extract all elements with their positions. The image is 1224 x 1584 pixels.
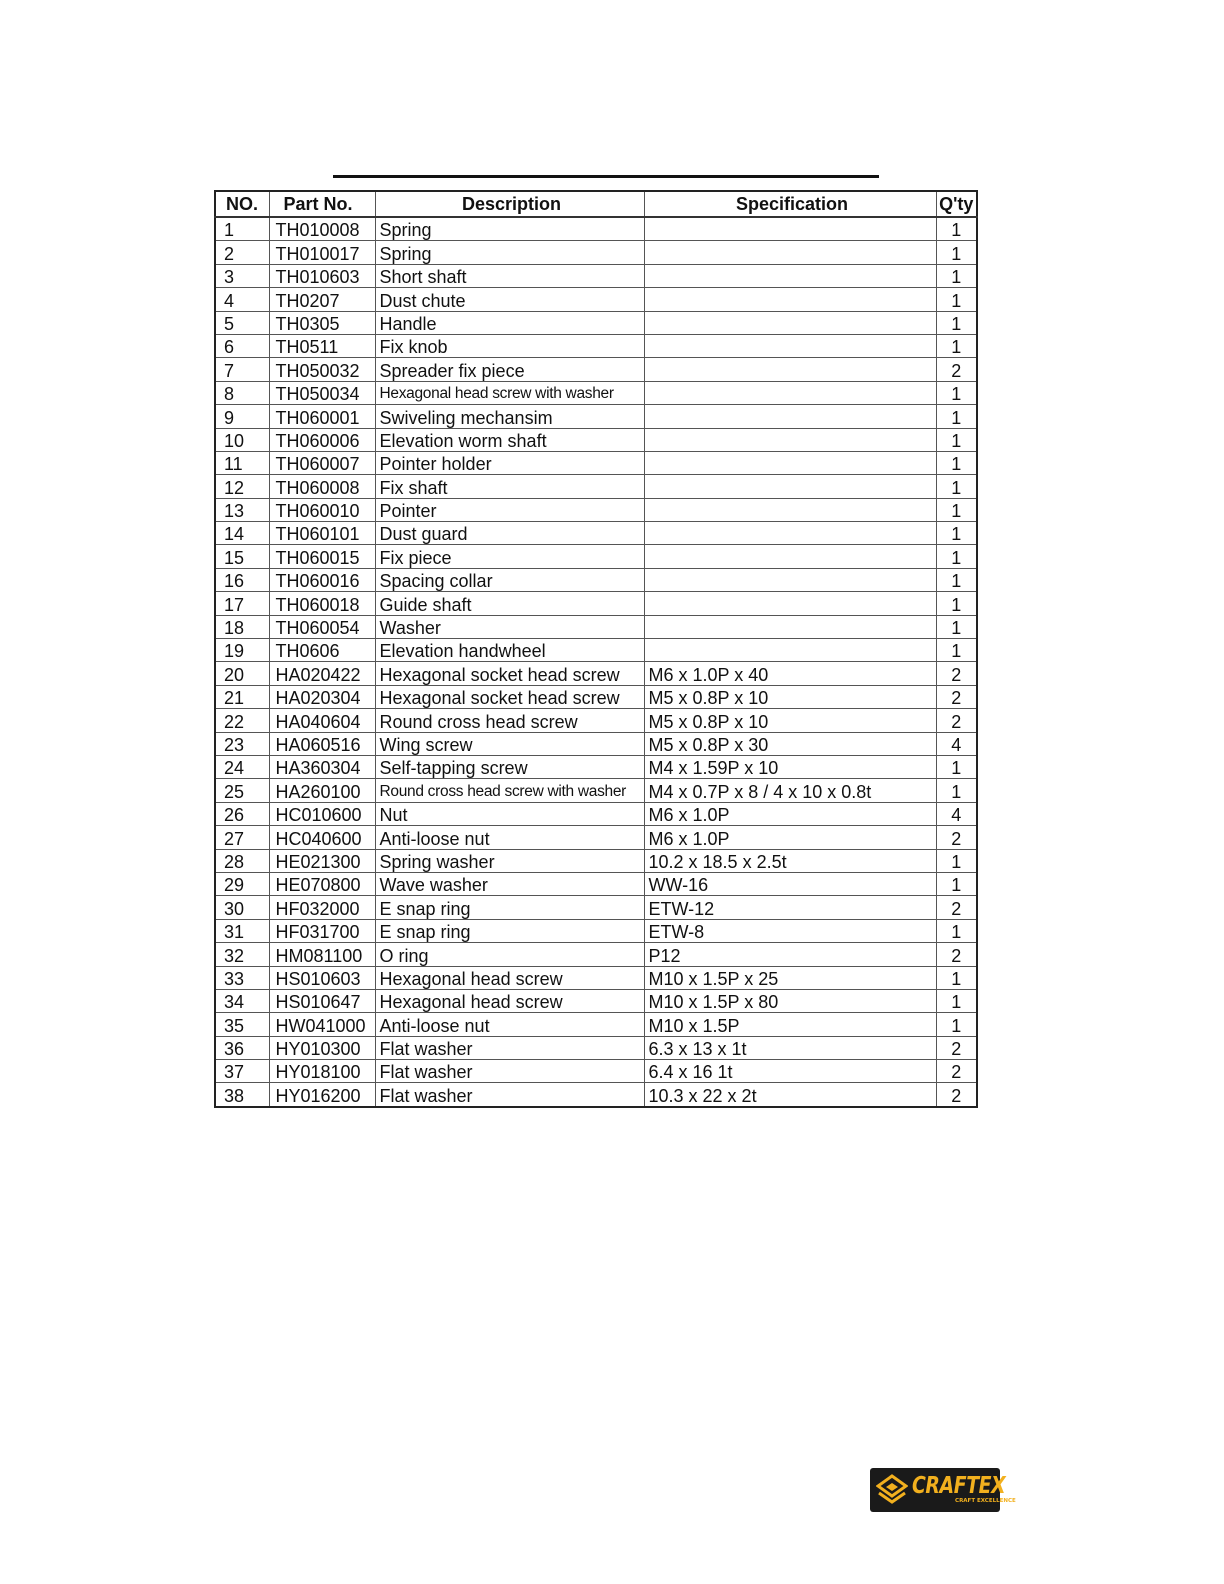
cell-part-no: HS010647	[269, 989, 375, 1012]
table-row	[215, 662, 977, 685]
cell-qty: 1	[936, 381, 977, 404]
cell-no: 29	[215, 872, 269, 895]
cell-qty: 1	[936, 755, 977, 778]
cell-no: 37	[215, 1060, 269, 1083]
table-row	[215, 685, 977, 708]
cell-description: E snap ring	[375, 896, 644, 919]
cell-specification	[644, 615, 936, 638]
cell-qty: 1	[936, 592, 977, 615]
table-row	[215, 522, 977, 545]
table-row	[215, 826, 977, 849]
cell-no: 28	[215, 849, 269, 872]
cell-qty: 1	[936, 334, 977, 357]
cell-specification	[644, 545, 936, 568]
cell-qty: 1	[936, 498, 977, 521]
cell-part-no: TH060008	[269, 475, 375, 498]
cell-specification	[644, 522, 936, 545]
table-row	[215, 264, 977, 287]
cell-qty: 2	[936, 1060, 977, 1083]
cell-specification: 10.2 x 18.5 x 2.5t	[644, 849, 936, 872]
cell-description: E snap ring	[375, 919, 644, 942]
table-row	[215, 943, 977, 966]
cell-no: 9	[215, 405, 269, 428]
table-header-row	[215, 191, 977, 217]
title-rule	[333, 175, 879, 178]
cell-no: 34	[215, 989, 269, 1012]
cell-qty: 2	[936, 685, 977, 708]
cell-no: 11	[215, 451, 269, 474]
cell-no: 22	[215, 709, 269, 732]
table-row	[215, 475, 977, 498]
table-row	[215, 872, 977, 895]
cell-description: Swiveling mechansim	[375, 405, 644, 428]
table-row	[215, 288, 977, 311]
cell-qty: 1	[936, 872, 977, 895]
cell-no: 36	[215, 1036, 269, 1059]
cell-no: 6	[215, 334, 269, 357]
cell-part-no: HM081100	[269, 943, 375, 966]
cell-no: 17	[215, 592, 269, 615]
table-row	[215, 615, 977, 638]
cell-no: 19	[215, 639, 269, 662]
cell-description: Wing screw	[375, 732, 644, 755]
cell-part-no: HC010600	[269, 802, 375, 825]
cell-no: 16	[215, 568, 269, 591]
cell-specification	[644, 334, 936, 357]
cell-part-no: TH050034	[269, 381, 375, 404]
table-row	[215, 755, 977, 778]
cell-description: Fix knob	[375, 334, 644, 357]
cell-no: 10	[215, 428, 269, 451]
cell-qty: 4	[936, 732, 977, 755]
table-row	[215, 334, 977, 357]
table-row	[215, 732, 977, 755]
cell-specification: M6 x 1.0P x 40	[644, 662, 936, 685]
cell-part-no: TH060007	[269, 451, 375, 474]
header-description: Description	[375, 191, 644, 217]
cell-qty: 2	[936, 943, 977, 966]
cell-specification	[644, 475, 936, 498]
cell-specification: P12	[644, 943, 936, 966]
cell-specification: ETW-8	[644, 919, 936, 942]
cell-qty: 1	[936, 849, 977, 872]
logo-tagline: CRAFT EXCELLENCE	[955, 1498, 1016, 1505]
cell-qty: 1	[936, 966, 977, 989]
cell-qty: 1	[936, 217, 977, 241]
cell-qty: 1	[936, 522, 977, 545]
cell-specification	[644, 428, 936, 451]
cell-part-no: TH010008	[269, 217, 375, 241]
table-row	[215, 779, 977, 802]
cell-description: Flat washer	[375, 1083, 644, 1107]
cell-part-no: TH0511	[269, 334, 375, 357]
cell-specification: ETW-12	[644, 896, 936, 919]
cell-no: 13	[215, 498, 269, 521]
cell-no: 26	[215, 802, 269, 825]
table-row	[215, 849, 977, 872]
cell-description: Pointer	[375, 498, 644, 521]
cell-qty: 1	[936, 311, 977, 334]
cell-specification: M4 x 1.59P x 10	[644, 755, 936, 778]
craftex-logo	[870, 1468, 1016, 1512]
table-row	[215, 381, 977, 404]
cell-description: Hexagonal head screw with washer	[375, 381, 644, 404]
cell-specification: M6 x 1.0P	[644, 826, 936, 849]
cell-part-no: HS010603	[269, 966, 375, 989]
cell-qty: 1	[936, 779, 977, 802]
cell-description: Anti-loose nut	[375, 1013, 644, 1036]
cell-description: Guide shaft	[375, 592, 644, 615]
table-row	[215, 545, 977, 568]
cell-part-no: HA060516	[269, 732, 375, 755]
cell-no: 3	[215, 264, 269, 287]
cell-no: 12	[215, 475, 269, 498]
cell-description: Pointer holder	[375, 451, 644, 474]
cell-part-no: HE021300	[269, 849, 375, 872]
cell-part-no: HY018100	[269, 1060, 375, 1083]
cell-part-no: HA040604	[269, 709, 375, 732]
cell-no: 31	[215, 919, 269, 942]
table-row	[215, 966, 977, 989]
cell-part-no: TH050032	[269, 358, 375, 381]
cell-specification	[644, 498, 936, 521]
cell-specification	[644, 288, 936, 311]
cell-qty: 2	[936, 1083, 977, 1107]
cell-no: 35	[215, 1013, 269, 1036]
table-row	[215, 802, 977, 825]
cell-specification: WW-16	[644, 872, 936, 895]
cell-qty: 1	[936, 428, 977, 451]
cell-qty: 1	[936, 568, 977, 591]
table-row	[215, 639, 977, 662]
cell-specification	[644, 568, 936, 591]
cell-qty: 2	[936, 896, 977, 919]
header-no: NO.	[215, 191, 269, 217]
cell-qty: 2	[936, 358, 977, 381]
cell-part-no: HA020304	[269, 685, 375, 708]
cell-qty: 1	[936, 405, 977, 428]
cell-description: Spacing collar	[375, 568, 644, 591]
cell-specification	[644, 264, 936, 287]
parts-list-table	[214, 190, 978, 1108]
cell-qty: 1	[936, 264, 977, 287]
parts-table-body	[215, 217, 977, 1107]
cell-qty: 1	[936, 989, 977, 1012]
cell-qty: 1	[936, 475, 977, 498]
cell-specification: M5 x 0.8P x 10	[644, 709, 936, 732]
cell-part-no: HY010300	[269, 1036, 375, 1059]
cell-specification: M5 x 0.8P x 30	[644, 732, 936, 755]
cell-description: Washer	[375, 615, 644, 638]
cell-part-no: TH0207	[269, 288, 375, 311]
table-row	[215, 1083, 977, 1107]
table-row	[215, 1036, 977, 1059]
cell-part-no: TH060010	[269, 498, 375, 521]
header-qty: Q'ty	[936, 191, 977, 217]
cell-description: Elevation handwheel	[375, 639, 644, 662]
cell-part-no: TH060001	[269, 405, 375, 428]
cell-no: 20	[215, 662, 269, 685]
cell-qty: 1	[936, 451, 977, 474]
cell-description: Spring	[375, 241, 644, 264]
cell-description: Spreader fix piece	[375, 358, 644, 381]
cell-no: 15	[215, 545, 269, 568]
cell-part-no: HC040600	[269, 826, 375, 849]
table-row	[215, 358, 977, 381]
cell-specification	[644, 358, 936, 381]
cell-specification: M10 x 1.5P	[644, 1013, 936, 1036]
table-row	[215, 919, 977, 942]
cell-no: 7	[215, 358, 269, 381]
cell-description: Hexagonal socket head screw	[375, 662, 644, 685]
cell-description: Flat washer	[375, 1060, 644, 1083]
cell-specification	[644, 381, 936, 404]
cell-description: Hexagonal head screw	[375, 989, 644, 1012]
cell-qty: 2	[936, 826, 977, 849]
cell-no: 2	[215, 241, 269, 264]
logo-text	[912, 1475, 1026, 1505]
cell-part-no: TH060006	[269, 428, 375, 451]
cell-description: Hexagonal head screw	[375, 966, 644, 989]
table-row	[215, 405, 977, 428]
cell-no: 30	[215, 896, 269, 919]
cell-specification: M10 x 1.5P x 80	[644, 989, 936, 1012]
cell-description: Spring	[375, 217, 644, 241]
cell-qty: 1	[936, 288, 977, 311]
cell-part-no: TH0305	[269, 311, 375, 334]
cell-description: Nut	[375, 802, 644, 825]
cell-qty: 1	[936, 615, 977, 638]
cell-no: 33	[215, 966, 269, 989]
cell-description: Round cross head screw with washer	[375, 779, 644, 802]
cell-no: 4	[215, 288, 269, 311]
cell-part-no: HF032000	[269, 896, 375, 919]
cell-qty: 1	[936, 545, 977, 568]
cell-specification	[644, 311, 936, 334]
table-row	[215, 498, 977, 521]
cell-specification	[644, 451, 936, 474]
cell-no: 14	[215, 522, 269, 545]
cell-qty: 1	[936, 241, 977, 264]
cell-qty: 2	[936, 662, 977, 685]
cell-description: Fix shaft	[375, 475, 644, 498]
cell-description: Fix piece	[375, 545, 644, 568]
table-row	[215, 311, 977, 334]
cell-specification: M10 x 1.5P x 25	[644, 966, 936, 989]
cell-part-no: TH060018	[269, 592, 375, 615]
cell-part-no: HF031700	[269, 919, 375, 942]
cell-specification	[644, 217, 936, 241]
logo-brand: CRAFTEX	[912, 1473, 1006, 1500]
cell-no: 24	[215, 755, 269, 778]
cell-qty: 2	[936, 709, 977, 732]
cell-no: 23	[215, 732, 269, 755]
table-row	[215, 217, 977, 241]
cell-description: Round cross head screw	[375, 709, 644, 732]
cell-part-no: TH010017	[269, 241, 375, 264]
cell-no: 8	[215, 381, 269, 404]
cell-qty: 1	[936, 919, 977, 942]
cell-specification: 6.3 x 13 x 1t	[644, 1036, 936, 1059]
table-row	[215, 1060, 977, 1083]
cell-part-no: HY016200	[269, 1083, 375, 1107]
cell-no: 25	[215, 779, 269, 802]
cell-part-no: HE070800	[269, 872, 375, 895]
table-row	[215, 1013, 977, 1036]
cell-no: 38	[215, 1083, 269, 1107]
cell-part-no: HA360304	[269, 755, 375, 778]
cell-specification: M6 x 1.0P	[644, 802, 936, 825]
cell-description: Wave washer	[375, 872, 644, 895]
table-row	[215, 592, 977, 615]
cell-no: 21	[215, 685, 269, 708]
cell-qty: 1	[936, 1013, 977, 1036]
cell-description: Flat washer	[375, 1036, 644, 1059]
cell-qty: 2	[936, 1036, 977, 1059]
cell-specification	[644, 592, 936, 615]
cell-description: Self-tapping screw	[375, 755, 644, 778]
cell-specification: 10.3 x 22 x 2t	[644, 1083, 936, 1107]
cell-part-no: TH060054	[269, 615, 375, 638]
cell-description: Hexagonal socket head screw	[375, 685, 644, 708]
cell-description: Dust chute	[375, 288, 644, 311]
cell-part-no: HW041000	[269, 1013, 375, 1036]
cell-description: Dust guard	[375, 522, 644, 545]
cell-specification: M5 x 0.8P x 10	[644, 685, 936, 708]
cell-description: Spring washer	[375, 849, 644, 872]
table-row	[215, 568, 977, 591]
cell-specification: M4 x 0.7P x 8 / 4 x 10 x 0.8t	[644, 779, 936, 802]
cell-no: 18	[215, 615, 269, 638]
table-row	[215, 989, 977, 1012]
cell-specification: 6.4 x 16 1t	[644, 1060, 936, 1083]
table-row	[215, 451, 977, 474]
cell-part-no: TH010603	[269, 264, 375, 287]
cell-part-no: TH060016	[269, 568, 375, 591]
cell-part-no: HA260100	[269, 779, 375, 802]
table-row	[215, 428, 977, 451]
header-part-no: Part No.	[269, 191, 375, 217]
cell-qty: 1	[936, 639, 977, 662]
cell-no: 1	[215, 217, 269, 241]
cell-description: Anti-loose nut	[375, 826, 644, 849]
cell-part-no: TH060015	[269, 545, 375, 568]
table-row	[215, 241, 977, 264]
cell-no: 32	[215, 943, 269, 966]
cell-description: O ring	[375, 943, 644, 966]
cell-description: Elevation worm shaft	[375, 428, 644, 451]
cell-no: 5	[215, 311, 269, 334]
cell-specification	[644, 639, 936, 662]
cell-description: Handle	[375, 311, 644, 334]
craftex-emblem-icon	[876, 1474, 908, 1506]
cell-qty: 4	[936, 802, 977, 825]
cell-description: Short shaft	[375, 264, 644, 287]
cell-specification	[644, 405, 936, 428]
cell-no: 27	[215, 826, 269, 849]
cell-part-no: TH060101	[269, 522, 375, 545]
cell-part-no: HA020422	[269, 662, 375, 685]
cell-specification	[644, 241, 936, 264]
cell-part-no: TH0606	[269, 639, 375, 662]
table-row	[215, 709, 977, 732]
header-specification: Specification	[644, 191, 936, 217]
table-row	[215, 896, 977, 919]
